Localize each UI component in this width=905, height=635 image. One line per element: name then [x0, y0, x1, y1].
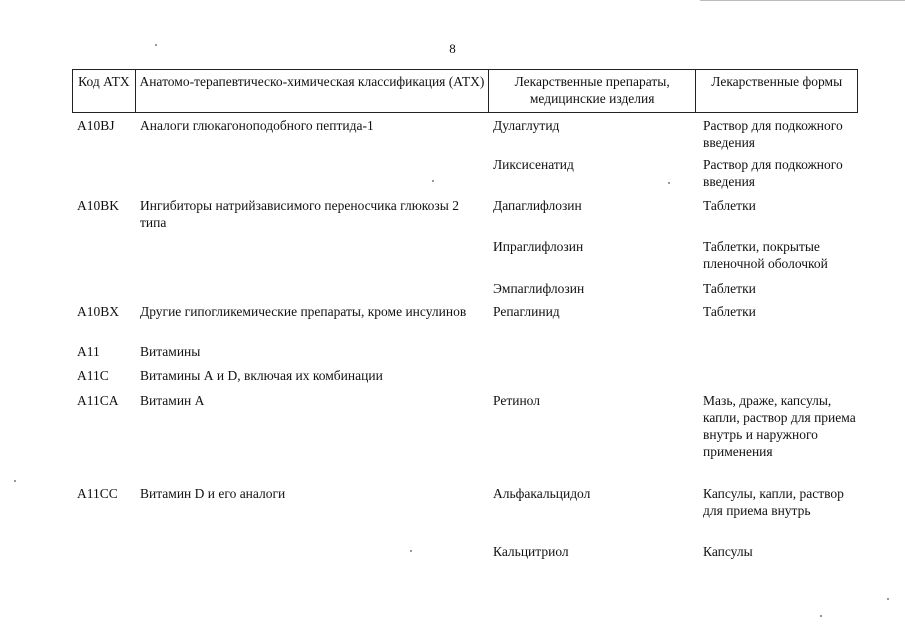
- dosage-form: Капсулы: [703, 544, 753, 559]
- dosage-form: Таблетки: [703, 198, 756, 213]
- dosage-form: Мазь, драже, капсулы, капли, раствор для приема внутрь и наружного применения: [703, 393, 856, 459]
- atc-code: A11CC: [77, 486, 118, 501]
- drug-name: Ретинол: [493, 393, 540, 408]
- drug-name: Дапаглифлозин: [493, 198, 582, 213]
- header-drugs: Лекарственные препараты, медицинские изделия: [489, 70, 696, 112]
- drug-name: Альфакальцидол: [493, 486, 591, 501]
- header-forms: Лекарственные формы: [711, 74, 843, 89]
- scan-edge-line: [700, 0, 905, 1]
- atc-code: A10BX: [77, 304, 120, 319]
- atc-name: Аналоги глюкагоноподобного пептида-1: [140, 118, 374, 133]
- dosage-form: Таблетки: [703, 304, 756, 319]
- atc-code: A11C: [77, 368, 109, 383]
- dosage-form: Таблетки, покрытые пленочной оболочкой: [703, 239, 828, 271]
- atc-name: Витамин D и его аналоги: [140, 486, 286, 501]
- atc-name: Витамин А: [140, 393, 205, 408]
- drug-name: Дулаглутид: [493, 118, 560, 133]
- header-code: Код АТХ: [73, 70, 136, 112]
- scan-speck: [668, 182, 670, 184]
- drug-name: Эмпаглифлозин: [493, 281, 585, 296]
- drug-name: Ипраглифлозин: [493, 239, 584, 254]
- atc-name: Ингибиторы натрийзависимого переносчика глюкозы 2 типа: [140, 198, 459, 230]
- scan-speck: [155, 44, 157, 46]
- atc-name: Витамины: [140, 344, 201, 359]
- drug-name: Кальцитриол: [493, 544, 569, 559]
- atc-code: A11: [77, 344, 100, 359]
- atc-name: Другие гипогликемические препараты, кроме инсулинов: [140, 304, 467, 319]
- atc-code: A10BJ: [77, 118, 115, 133]
- dosage-form: Раствор для подкожного введения: [703, 118, 843, 150]
- atc-code: A10BK: [77, 198, 120, 213]
- header-classification: Анатомо-терапевтическо-химическая классификация (АТХ): [136, 70, 489, 112]
- scan-speck: [887, 598, 889, 600]
- dosage-form: Капсулы, капли, раствор для приема внутрь: [703, 486, 844, 518]
- scan-speck: [14, 480, 16, 482]
- scan-speck: [820, 615, 822, 617]
- drug-name: Репаглинид: [493, 304, 560, 319]
- scan-speck: [432, 180, 434, 182]
- scan-speck: [410, 550, 412, 552]
- dosage-form: Раствор для подкожного введения: [703, 157, 843, 189]
- drug-name: Ликсисенатид: [493, 157, 574, 172]
- atc-name: Витамины А и D, включая их комбинации: [140, 368, 383, 383]
- atc-code: A11CA: [77, 393, 119, 408]
- dosage-form: Таблетки: [703, 281, 756, 296]
- table-header: [72, 69, 858, 113]
- page-number: 8: [449, 41, 456, 56]
